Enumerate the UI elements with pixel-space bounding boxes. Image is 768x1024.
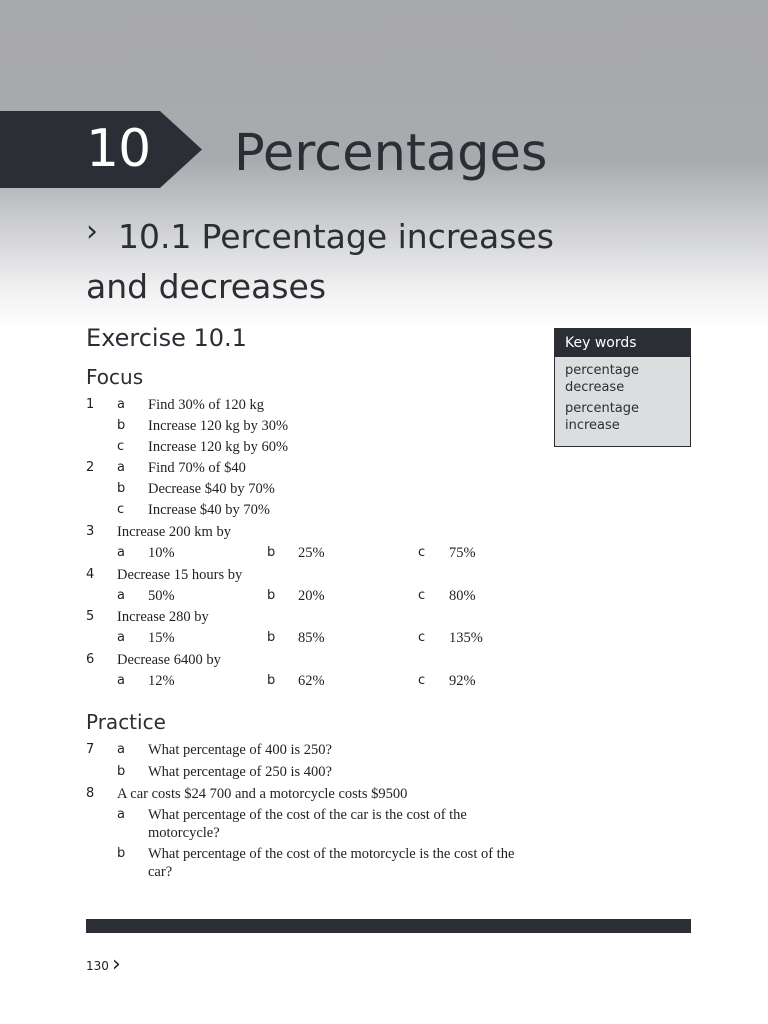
question-stem: Decrease 15 hours by	[117, 567, 243, 583]
answer-option: 85%	[298, 630, 325, 646]
focus-heading: Focus	[86, 365, 144, 389]
question-text: Increase 120 kg by 60%	[148, 439, 289, 455]
question-stem: Increase 280 by	[117, 609, 209, 625]
question-number: 3	[86, 524, 95, 539]
question-text: Find 30% of 120 kg	[148, 397, 264, 413]
part-label: a	[117, 588, 125, 603]
chapter-number: 10	[86, 119, 151, 179]
part-label: a	[117, 397, 125, 412]
question-row	[0, 607, 768, 627]
question-row	[0, 784, 768, 804]
answer-option: 80%	[449, 588, 476, 604]
question-text: What percentage of the cost of the motorcycle is the cost of the car?	[148, 846, 515, 880]
question-number: 5	[86, 609, 95, 624]
part-label: c	[418, 588, 426, 603]
part-label: c	[117, 502, 125, 517]
part-label: a	[117, 460, 125, 475]
part-label: c	[418, 630, 426, 645]
part-label: c	[418, 545, 426, 560]
part-label: a	[117, 807, 125, 822]
part-label: a	[117, 630, 125, 645]
section-number: 10.1	[118, 217, 192, 256]
page-number: 130	[86, 959, 109, 973]
question-row	[0, 437, 768, 457]
section-title	[86, 212, 606, 312]
section-title-line1: Percentage increases	[201, 217, 554, 256]
part-label: b	[267, 673, 276, 688]
part-label: c	[117, 439, 125, 454]
question-text: Increase 120 kg by 30%	[148, 418, 289, 434]
chapter-title: Percentages	[234, 124, 548, 183]
part-label: b	[267, 588, 276, 603]
footer-bar	[86, 919, 691, 933]
question-row	[0, 543, 768, 563]
key-words-title: Key words	[555, 329, 690, 357]
part-label: a	[117, 545, 125, 560]
part-label: a	[117, 742, 125, 757]
answer-option: 10%	[148, 545, 175, 561]
question-row	[0, 586, 768, 606]
question-row	[0, 671, 768, 691]
answer-option: 15%	[148, 630, 175, 646]
key-word-item: percentage decrease	[565, 363, 640, 395]
question-row	[0, 844, 768, 882]
answer-option: 50%	[148, 588, 175, 604]
question-row	[0, 458, 768, 478]
answer-option: 25%	[298, 545, 325, 561]
part-label: b	[117, 418, 126, 433]
question-number: 1	[86, 397, 95, 412]
question-row	[0, 762, 768, 782]
exercise-heading: Exercise 10.1	[86, 324, 247, 352]
answer-option: 92%	[449, 673, 476, 689]
part-label: b	[117, 481, 126, 496]
question-row	[0, 395, 768, 415]
answer-option: 75%	[449, 545, 476, 561]
question-text: Find 70% of $40	[148, 460, 246, 476]
question-row	[0, 740, 768, 760]
question-stem: A car costs $24 700 and a motorcycle costs $9500	[117, 786, 408, 802]
practice-heading: Practice	[86, 710, 166, 734]
part-label: b	[267, 545, 276, 560]
question-row	[0, 628, 768, 648]
question-text: What percentage of the cost of the car is the cost of the motorcycle?	[148, 807, 467, 841]
question-text: What percentage of 400 is 250?	[148, 742, 332, 758]
question-stem: Increase 200 km by	[117, 524, 231, 540]
question-number: 4	[86, 567, 95, 582]
part-label: c	[418, 673, 426, 688]
question-text: Decrease $40 by 70%	[148, 481, 275, 497]
question-row	[0, 479, 768, 499]
question-number: 8	[86, 786, 95, 801]
question-text: Increase $40 by 70%	[148, 502, 270, 518]
question-number: 7	[86, 742, 95, 757]
part-label: b	[267, 630, 276, 645]
question-number: 6	[86, 652, 95, 667]
question-row	[0, 805, 768, 843]
answer-option: 62%	[298, 673, 325, 689]
question-row	[0, 565, 768, 585]
page-chevron-icon: ›	[112, 952, 121, 977]
question-text: What percentage of 250 is 400?	[148, 764, 332, 780]
answer-option: 12%	[148, 673, 175, 689]
part-label: b	[117, 846, 126, 861]
answer-option: 20%	[298, 588, 325, 604]
part-label: b	[117, 764, 126, 779]
part-label: a	[117, 673, 125, 688]
question-number: 2	[86, 460, 95, 475]
question-row	[0, 522, 768, 542]
key-word-item: percentage increase	[565, 401, 640, 433]
question-row	[0, 650, 768, 670]
section-chevron-icon: ›	[86, 214, 98, 249]
question-row	[0, 416, 768, 436]
question-stem: Decrease 6400 by	[117, 652, 221, 668]
question-row	[0, 500, 768, 520]
answer-option: 135%	[449, 630, 483, 646]
section-title-line2: and decreases	[86, 267, 327, 306]
